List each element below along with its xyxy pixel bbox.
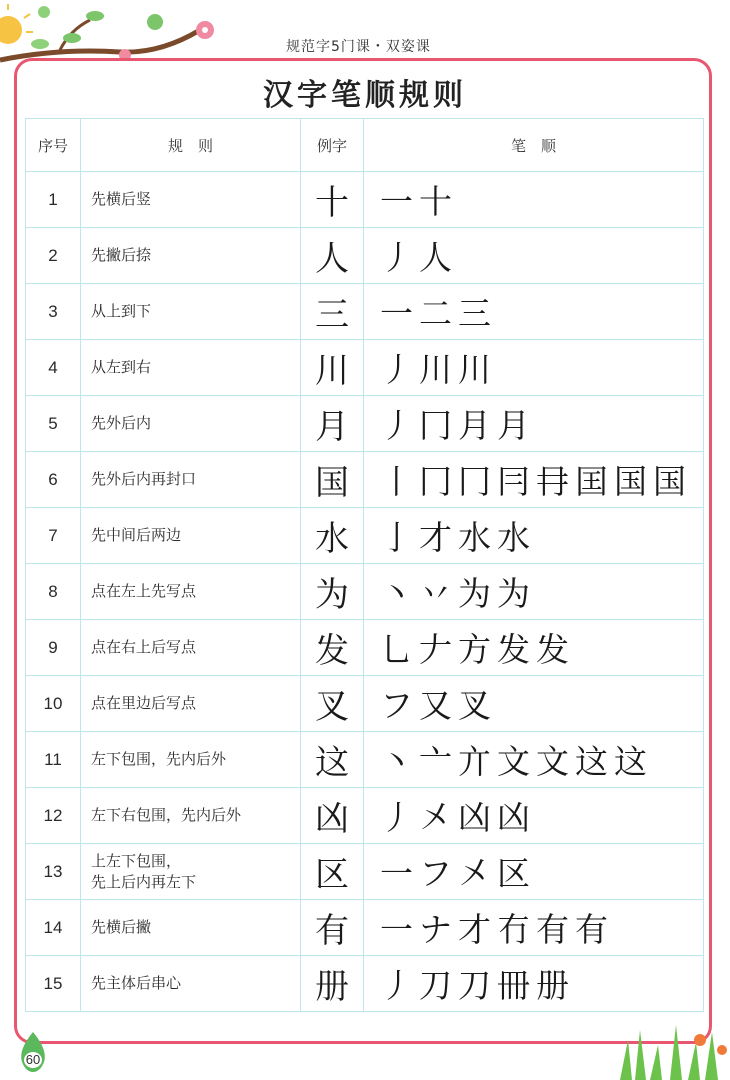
row-rule: 左下包围，先内后外 (81, 732, 301, 788)
header-number: 序号 (26, 119, 81, 172)
stroke-step: 为 (458, 574, 491, 613)
row-example-char: 水 (301, 508, 364, 564)
stroke-step: 国 (614, 462, 647, 501)
stroke-step: 册 (536, 966, 569, 1005)
stroke-step: 区 (497, 854, 530, 893)
row-number: 9 (26, 620, 81, 676)
row-stroke-order (364, 956, 704, 1012)
row-rule: 从上到下 (81, 284, 301, 340)
row-rule: 先横后竖 (81, 172, 301, 228)
table-row (26, 284, 704, 340)
row-example-char: 册 (301, 956, 364, 1012)
row-example-char: 凶 (301, 788, 364, 844)
stroke-step: 三 (458, 294, 491, 333)
page-number: 60 (25, 1052, 41, 1067)
row-example-char: 发 (301, 620, 364, 676)
table-row (26, 620, 704, 676)
stroke-step: 冄 (536, 462, 569, 501)
stroke-order-table (25, 118, 704, 1012)
grass-decoration (610, 1020, 730, 1080)
stroke-step: 又 (419, 686, 452, 725)
row-number: 1 (26, 172, 81, 228)
row-stroke-order (364, 620, 704, 676)
stroke-step: 乚 (380, 630, 413, 669)
row-example-char: 有 (301, 900, 364, 956)
table-row (26, 172, 704, 228)
stroke-step: 一 (380, 854, 413, 893)
stroke-step: 这 (614, 742, 647, 781)
row-number: 12 (26, 788, 81, 844)
row-example-char: 月 (301, 396, 364, 452)
header-rule: 规 则 (81, 119, 301, 172)
row-stroke-order (364, 788, 704, 844)
stroke-step: 有 (536, 910, 569, 949)
table-row (26, 900, 704, 956)
stroke-step: 丶 (380, 742, 413, 781)
stroke-step: 刀 (419, 966, 452, 1005)
stroke-step: 水 (497, 518, 530, 557)
row-number: 8 (26, 564, 81, 620)
row-stroke-order (364, 900, 704, 956)
row-rule: 先横后撇 (81, 900, 301, 956)
stroke-step: 㐅 (419, 798, 452, 837)
stroke-step: 冂 (419, 406, 452, 445)
stroke-step: 一 (380, 294, 413, 333)
table-row (26, 340, 704, 396)
stroke-step: 亠 (419, 742, 452, 781)
stroke-step: 才 (419, 518, 452, 557)
table-row (26, 732, 704, 788)
row-stroke-order (364, 284, 704, 340)
table-row (26, 844, 704, 900)
stroke-step: フ (419, 854, 452, 893)
stroke-step: 川 (419, 350, 452, 389)
row-rule: 点在里边后写点 (81, 676, 301, 732)
stroke-step: 月 (458, 406, 491, 445)
stroke-step: 月 (497, 406, 530, 445)
stroke-step: 文 (536, 742, 569, 781)
row-number: 4 (26, 340, 81, 396)
row-rule: 点在右上后写点 (81, 620, 301, 676)
row-number: 11 (26, 732, 81, 788)
stroke-step: 发 (536, 630, 569, 669)
stroke-step: 刀 (458, 966, 491, 1005)
stroke-step: 水 (458, 518, 491, 557)
header-example: 例字 (301, 119, 364, 172)
table-header-row (26, 119, 704, 172)
stroke-step: 川 (458, 350, 491, 389)
stroke-step: 冂 (419, 462, 452, 501)
header-strokes: 笔 顺 (364, 119, 704, 172)
row-example-char: 人 (301, 228, 364, 284)
stroke-step: 有 (575, 910, 608, 949)
stroke-step: 一 (380, 182, 413, 221)
stroke-step: 凶 (458, 798, 491, 837)
row-rule: 先撇后捺 (81, 228, 301, 284)
row-rule: 从左到右 (81, 340, 301, 396)
stroke-step: 凶 (497, 798, 530, 837)
stroke-step: 十 (419, 182, 452, 221)
stroke-step: 冊 (497, 966, 530, 1005)
stroke-step: 𠂇 (419, 630, 452, 669)
page-header (0, 30, 730, 58)
stroke-step: 丿 (380, 406, 413, 445)
stroke-step: 发 (497, 630, 530, 669)
table-row (26, 564, 704, 620)
row-number: 6 (26, 452, 81, 508)
row-example-char: 三 (301, 284, 364, 340)
stroke-step: 丿 (380, 798, 413, 837)
row-rule: 先外后内再封口 (81, 452, 301, 508)
row-rule: 先外后内 (81, 396, 301, 452)
row-rule: 左下右包围，先内后外 (81, 788, 301, 844)
row-number: 7 (26, 508, 81, 564)
row-number: 14 (26, 900, 81, 956)
stroke-step: 亣 (458, 742, 491, 781)
row-example-char: 区 (301, 844, 364, 900)
page-title: 汉字笔顺规则 (263, 78, 467, 113)
stroke-step: 丨 (380, 462, 413, 501)
table-row (26, 452, 704, 508)
stroke-step: 一 (380, 910, 413, 949)
row-number: 3 (26, 284, 81, 340)
row-stroke-order (364, 452, 704, 508)
row-example-char: 川 (301, 340, 364, 396)
row-stroke-order (364, 732, 704, 788)
row-number: 2 (26, 228, 81, 284)
row-number: 13 (26, 844, 81, 900)
row-number: 5 (26, 396, 81, 452)
stroke-step: 冃 (497, 462, 530, 501)
table-row (26, 788, 704, 844)
stroke-step: 文 (497, 742, 530, 781)
row-stroke-order (364, 228, 704, 284)
row-stroke-order (364, 396, 704, 452)
table-row (26, 956, 704, 1012)
table-row (26, 508, 704, 564)
row-rule: 先中间后两边 (81, 508, 301, 564)
row-stroke-order (364, 172, 704, 228)
row-number: 15 (26, 956, 81, 1012)
stroke-step: 这 (575, 742, 608, 781)
stroke-step: ナ (419, 910, 452, 949)
stroke-step: 国 (653, 462, 686, 501)
row-rule: 点在左上先写点 (81, 564, 301, 620)
table-row (26, 396, 704, 452)
row-stroke-order (364, 564, 704, 620)
stroke-step: 冇 (497, 910, 530, 949)
stroke-step: 才 (458, 910, 491, 949)
row-stroke-order (364, 508, 704, 564)
row-stroke-order (364, 676, 704, 732)
row-example-char: 国 (301, 452, 364, 508)
stroke-step: 丿 (380, 238, 413, 277)
stroke-step: 方 (458, 630, 491, 669)
stroke-step: 二 (419, 294, 452, 333)
stroke-step: 丷 (419, 574, 452, 613)
stroke-step: 为 (497, 574, 530, 613)
row-example-char: 为 (301, 564, 364, 620)
row-number: 10 (26, 676, 81, 732)
row-stroke-order (364, 844, 704, 900)
stroke-step: 囯 (575, 462, 608, 501)
row-rule: 先主体后串心 (81, 956, 301, 1012)
stroke-step: 丿 (380, 966, 413, 1005)
row-example-char: 叉 (301, 676, 364, 732)
stroke-step: 亅 (380, 518, 413, 557)
row-example-char: 十 (301, 172, 364, 228)
table-row (26, 228, 704, 284)
stroke-step: 丶 (380, 574, 413, 613)
stroke-step: 冂 (458, 462, 491, 501)
row-example-char: 这 (301, 732, 364, 788)
stroke-step: 㐅 (458, 854, 491, 893)
stroke-step: 丿 (380, 350, 413, 389)
stroke-step: フ (380, 686, 413, 725)
row-stroke-order (364, 340, 704, 396)
table-row (26, 676, 704, 732)
stroke-step: 人 (419, 238, 452, 277)
header-text: 规范字5门课・双姿课 (286, 39, 431, 55)
row-rule: 上左下包围， 先上后内再左下 (81, 844, 301, 900)
stroke-step: 叉 (458, 686, 491, 725)
